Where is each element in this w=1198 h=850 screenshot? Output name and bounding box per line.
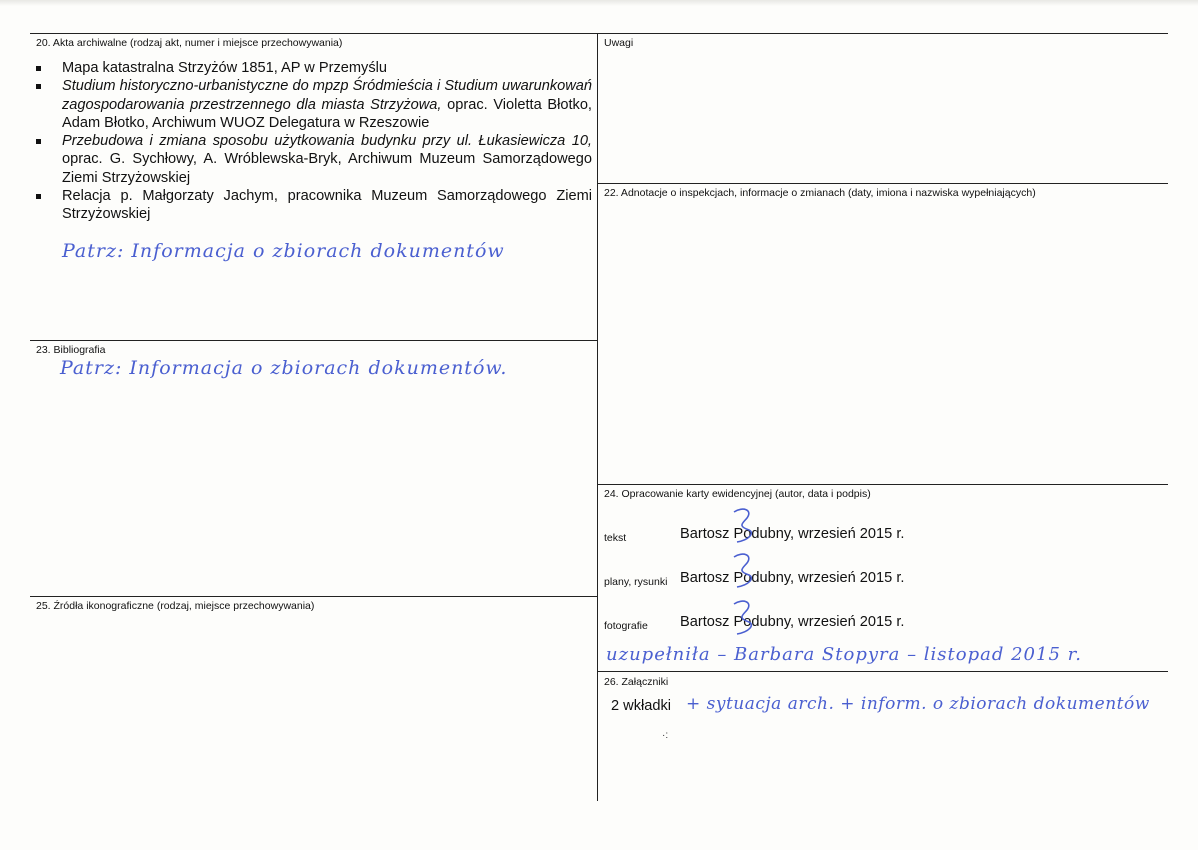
scan-speck: ·: [662,730,669,741]
list-item-text: Relacja p. Małgorzaty Jachym, pracownika Muzeum Samorządowego Ziemi Strzyżowskiej [62,188,592,223]
entry-plans-label: plany, rysunki [604,576,668,588]
list-item [36,77,592,132]
section-23-handwritten-note: Patrz: Informacja o zbiorach dokumentów. [60,357,508,379]
archival-records-list [36,59,592,224]
rule-right-24-26 [597,671,1168,672]
entry-photos-value: Bartosz Podubny, wrzesień 2015 r. [680,614,905,630]
section-24-handwritten-note: uzupełniła – Barbara Stopyra – listopad 2015 r. [606,644,1082,665]
list-item-text: Mapa katastralna Strzyżów 1851, AP w Przemyślu [62,60,387,76]
bullet-icon [36,66,41,71]
list-item-text: oprac. Violetta Błotko, Adam Błotko, Archiwum WUOZ Delegatura w Rzeszowie [62,96,592,131]
entry-plans-value: Bartosz Podubny, wrzesień 2015 r. [680,570,905,586]
scan-edge [0,0,1198,6]
list-item [36,187,592,224]
list-item-title: Studium historyczno-urbanistyczne do mpzp Śródmieścia i Studium uwarunkowań zagospodarowania przestrzennego dla miasta Strzyżowa, [62,78,592,113]
bullet-icon [36,194,41,199]
rule-center [597,33,598,801]
list-item [36,132,592,187]
bullet-icon [36,84,41,89]
entry-text-value: Bartosz Podubny, wrzesień 2015 r. [680,526,905,542]
section-24-label: 24. Opracowanie karty ewidencyjnej (autor, data i podpis) [604,488,871,500]
rule-left-23-25 [30,596,597,597]
section-20-handwritten-note: Patrz: Informacja o zbiorach dokumentów [62,240,505,262]
signature-mark [729,598,759,640]
section-25-label: 25. Źródła ikonograficzne (rodzaj, miejsce przechowywania) [36,600,315,612]
section-22-label: 22. Adnotacje o inspekcjach, informacje o zmianach (daty, imiona i nazwiska wypełniających) [604,187,1036,199]
section-23-label: 23. Bibliografia [36,344,106,356]
list-item [36,59,592,77]
list-item-text: oprac. G. Sychłowy, A. Wróblewska-Bryk, Archiwum Muzeum Samorządowego Ziemi Strzyżowskiej [62,151,592,186]
rule-right-uwagi-22 [597,183,1168,184]
entry-text-label: tekst [604,532,627,544]
attachments-handwritten: + sytuacja arch. + inform. o zbiorach dokumentów [686,694,1150,714]
rule-left-20-23 [30,340,597,341]
entry-photos-label: fotografie [604,620,648,632]
rule-top [30,33,1168,34]
bullet-icon [36,139,41,144]
signature-mark [729,506,759,548]
attachments-printed: 2 wkładki [611,698,672,714]
uwagi-label: Uwagi [604,37,634,49]
rule-right-22-24 [597,484,1168,485]
section-20-label: 20. Akta archiwalne (rodzaj akt, numer i miejsce przechowywania) [36,37,343,49]
signature-mark [729,551,759,593]
section-26-label: 26. Załączniki [604,676,669,688]
list-item-title: Przebudowa i zmiana sposobu użytkowania budynku przy ul. Łukasiewicza 10, [62,133,592,150]
